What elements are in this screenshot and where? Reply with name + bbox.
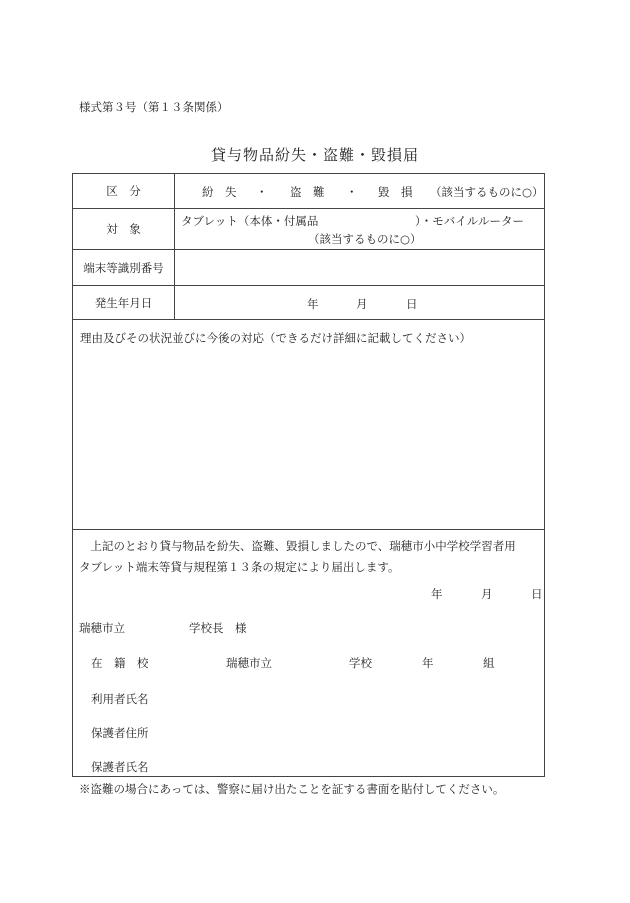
- date-day: 日: [406, 297, 418, 311]
- category-row: [73, 174, 545, 209]
- class-suffix: 組: [483, 656, 495, 670]
- grade-suffix: 年: [422, 656, 434, 670]
- option-loss[interactable]: 紛 失: [202, 185, 237, 199]
- separator-2: ・: [346, 185, 358, 199]
- school-label: 在 籍 校: [91, 656, 149, 670]
- target-router[interactable]: ）・モバイルルーター: [415, 214, 524, 228]
- footnote: ※盗難の場合にあっては、警察に届け出たことを証する書面を貼付してください。: [79, 782, 505, 796]
- date-month: 月: [356, 297, 368, 311]
- target-row: [73, 209, 545, 250]
- target-note: （該当するものに○）: [308, 232, 422, 246]
- date-label: 発生年月日: [73, 286, 175, 320]
- target-value: [175, 209, 545, 250]
- reason-box[interactable]: [73, 320, 545, 530]
- report-form-table: [72, 173, 545, 777]
- date-row: [73, 286, 545, 320]
- reason-row: [73, 320, 545, 530]
- option-damage[interactable]: 毀 損: [378, 185, 413, 199]
- target-tablet[interactable]: タブレット（本体・付属品: [181, 214, 319, 228]
- declaration-box: [73, 530, 545, 777]
- submit-day: 日: [531, 587, 543, 601]
- guardian-address-label: 保護者住所: [91, 726, 149, 740]
- submit-year: 年: [431, 587, 443, 601]
- category-options: [175, 174, 545, 209]
- addressee-city: 瑞穂市立: [79, 621, 125, 635]
- reason-label: 理由及びその状況並びに今後の対応（できるだけ詳細に記載してください）: [80, 331, 471, 345]
- declaration-line-2: タブレット端末等貸与規程第１３条の規定により届出します。: [79, 560, 400, 574]
- guardian-name-label: 保護者氏名: [91, 760, 149, 774]
- school-suffix: 学校: [349, 656, 372, 670]
- declaration-line-1: 上記のとおり貸与物品を紛失、盗難、毀損しましたので、瑞穂市小中学校学習者用: [79, 539, 516, 553]
- device-id-field[interactable]: [175, 250, 545, 286]
- category-note: （該当するものに○）: [430, 185, 544, 199]
- category-label: 区 分: [73, 174, 175, 209]
- separator-1: ・: [256, 185, 268, 199]
- submit-month: 月: [481, 587, 493, 601]
- option-theft[interactable]: 盗 難: [290, 185, 325, 199]
- school-city: 瑞穂市立: [226, 656, 272, 670]
- target-label: 対 象: [73, 209, 175, 250]
- document-title: 貸与物品紛失・盗難・毀損届: [210, 146, 419, 164]
- date-field[interactable]: [175, 286, 545, 320]
- date-year: 年: [307, 297, 319, 311]
- user-name-label: 利用者氏名: [91, 692, 149, 706]
- declaration-row: [73, 530, 545, 777]
- addressee-title: 学校長 様: [189, 621, 247, 635]
- device-id-label: 端末等識別番号: [73, 250, 175, 286]
- device-id-row: [73, 250, 545, 286]
- form-number: 様式第３号（第１３条関係）: [79, 100, 229, 114]
